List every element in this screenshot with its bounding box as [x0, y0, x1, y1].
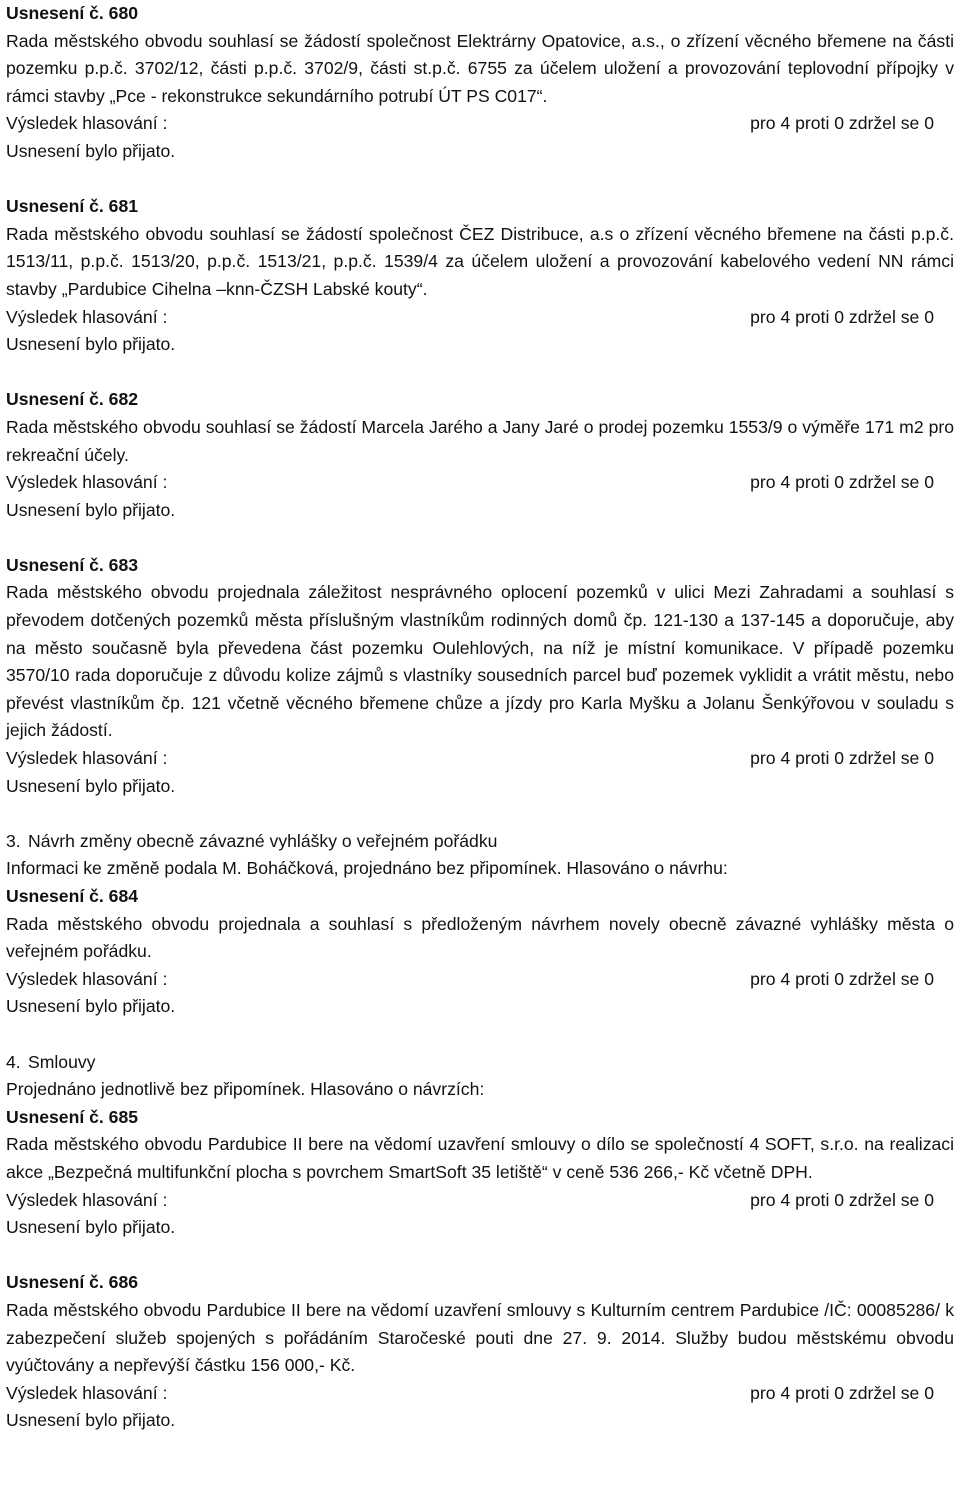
resolution-result: Usnesení bylo přijato. [6, 1217, 176, 1238]
resolution-heading: Usnesení č. 681 [6, 196, 139, 217]
resolution-heading: Usnesení č. 684 [6, 886, 139, 906]
section-title [6, 1049, 954, 1077]
section-3 [6, 828, 954, 883]
resolution-result: Usnesení bylo přijato. [6, 334, 176, 355]
vote-row [6, 1187, 954, 1215]
resolution-text: Rada městského obvodu souhlasí se žádostí společnost ČEZ Distribuce, a.s o zřízení věcného břemene na části p.p.č. 1513/11, p.p.č. 1513/20, p.p.č. 1513/21, p.p.č. 1539/4 za účelem uložení a provozování kabelového vedení NN rámci stavby „Pardubice Cihelna –knn-ČZSH Labské kouty“. [6, 223, 954, 299]
vote-counts: pro 4 proti 0 zdržel se 0 [750, 1189, 934, 1210]
resolution-result: Usnesení bylo přijato. [6, 1410, 176, 1431]
resolution-result: Usnesení bylo přijato. [6, 775, 176, 796]
vote-label: Výsledek hlasování : [6, 472, 168, 493]
resolution-682 [6, 386, 954, 524]
vote-counts: pro 4 proti 0 zdržel se 0 [750, 306, 934, 327]
vote-label: Výsledek hlasování : [6, 306, 168, 327]
section-title-text: Návrh změny obecně závazné vyhlášky o veřejném pořádku [28, 830, 498, 851]
vote-row [6, 1380, 954, 1408]
resolution-684 [6, 883, 954, 1021]
resolution-text: Rada městského obvodu souhlasí se žádostí společnost Elektrárny Opatovice, a.s., o zřízení věcného břemene na části pozemku p.p.č. 3702/12, části p.p.č. 3702/9, části st.p.č. 6755 za účelem uložení a provozování teplovodní přípojky v rámci stavby „Pce - rekonstrukce sekundárního potrubí ÚT PS C017“. [6, 30, 954, 106]
vote-row [6, 304, 954, 332]
resolution-680 [6, 0, 954, 166]
resolution-686 [6, 1269, 954, 1435]
resolution-heading: Usnesení č. 682 [6, 389, 139, 410]
resolution-681 [6, 193, 954, 359]
vote-counts: pro 4 proti 0 zdržel se 0 [750, 748, 934, 769]
vote-row [6, 110, 954, 138]
section-4 [6, 1049, 954, 1104]
resolution-result: Usnesení bylo přijato. [6, 499, 176, 520]
vote-row [6, 745, 954, 773]
section-note: Projednáno jednotlivě bez připomínek. Hlasováno o návrzích: [6, 1079, 485, 1100]
vote-counts: pro 4 proti 0 zdržel se 0 [750, 968, 934, 989]
resolution-heading: Usnesení č. 686 [6, 1272, 139, 1293]
section-note: Informaci ke změně podala M. Boháčková, projednáno bez připomínek. Hlasováno o návrhu: [6, 858, 728, 879]
vote-counts: pro 4 proti 0 zdržel se 0 [750, 472, 934, 493]
resolution-result: Usnesení bylo přijato. [6, 996, 176, 1017]
resolution-result: Usnesení bylo přijato. [6, 140, 176, 161]
section-title [6, 828, 954, 856]
resolution-text: Rada městského obvodu souhlasí se žádostí Marcela Jarého a Jany Jaré o prodej pozemku 1553/9 o výměře 171 m2 pro rekreační účely. [6, 416, 954, 465]
resolution-heading: Usnesení č. 685 [6, 1106, 139, 1127]
vote-row [6, 966, 954, 994]
section-title-text: Smlouvy [28, 1051, 96, 1072]
vote-label: Výsledek hlasování : [6, 113, 168, 134]
vote-label: Výsledek hlasování : [6, 1189, 168, 1210]
vote-row [6, 469, 954, 497]
resolution-text: Rada městského obvodu projednala záležitost nesprávného oplocení pozemků v ulici Mezi Zahradami a souhlasí s převodem dotčených pozemků města příslušným vlastníkům rodinných domů čp. 121-130 a 137-145 a doporučuje, aby na město současně byla převedena část pozemku Oulehlových, na níž je místní komunikace. V případě pozemku 3570/10 rada doporučuje z důvodu kolize zájmů s vlastníky sousedních parcel buď pozemek vyklidit a vrátit městu, nebo převést vlastníkům čp. 121 včetně věcného břemene chůze a jízdy pro Karla Myšku a Jolanu Šenkýřovou v souladu s jejich žádostí. [6, 582, 954, 741]
section-number: 4. [6, 1051, 21, 1072]
vote-label: Výsledek hlasování : [6, 1382, 168, 1403]
vote-counts: pro 4 proti 0 zdržel se 0 [750, 1382, 934, 1403]
resolution-text: Rada městského obvodu Pardubice II bere na vědomí uzavření smlouvy s Kulturním centrem Pardubice /IČ: 00085286/ k zabezpečení služeb spojených s pořádáním Staročeské pouti dne 27. 9. 2014. Služby budou městskému obvodu vyúčtovány a nepřevýší částku 156 000,- Kč. [6, 1299, 954, 1376]
resolution-text: Rada městského obvodu projednala a souhlasí s předloženým návrhem novely obecně závazné vyhlášky města o veřejném pořádku. [6, 913, 954, 962]
resolution-683 [6, 552, 954, 800]
resolution-heading: Usnesení č. 680 [6, 3, 139, 23]
resolution-heading: Usnesení č. 683 [6, 554, 139, 575]
vote-label: Výsledek hlasování : [6, 748, 168, 769]
section-number: 3. [6, 830, 21, 851]
resolution-685 [6, 1104, 954, 1242]
vote-counts: pro 4 proti 0 zdržel se 0 [750, 113, 934, 134]
resolution-text: Rada městského obvodu Pardubice II bere na vědomí uzavření smlouvy o dílo se společností 4 SOFT, s.r.o. na realizaci akce „Bezpečná multifunkční plocha s povrchem SmartSoft 35 letiště“ v ceně 536 266,- Kč včetně DPH. [6, 1134, 954, 1182]
vote-label: Výsledek hlasování : [6, 968, 168, 989]
